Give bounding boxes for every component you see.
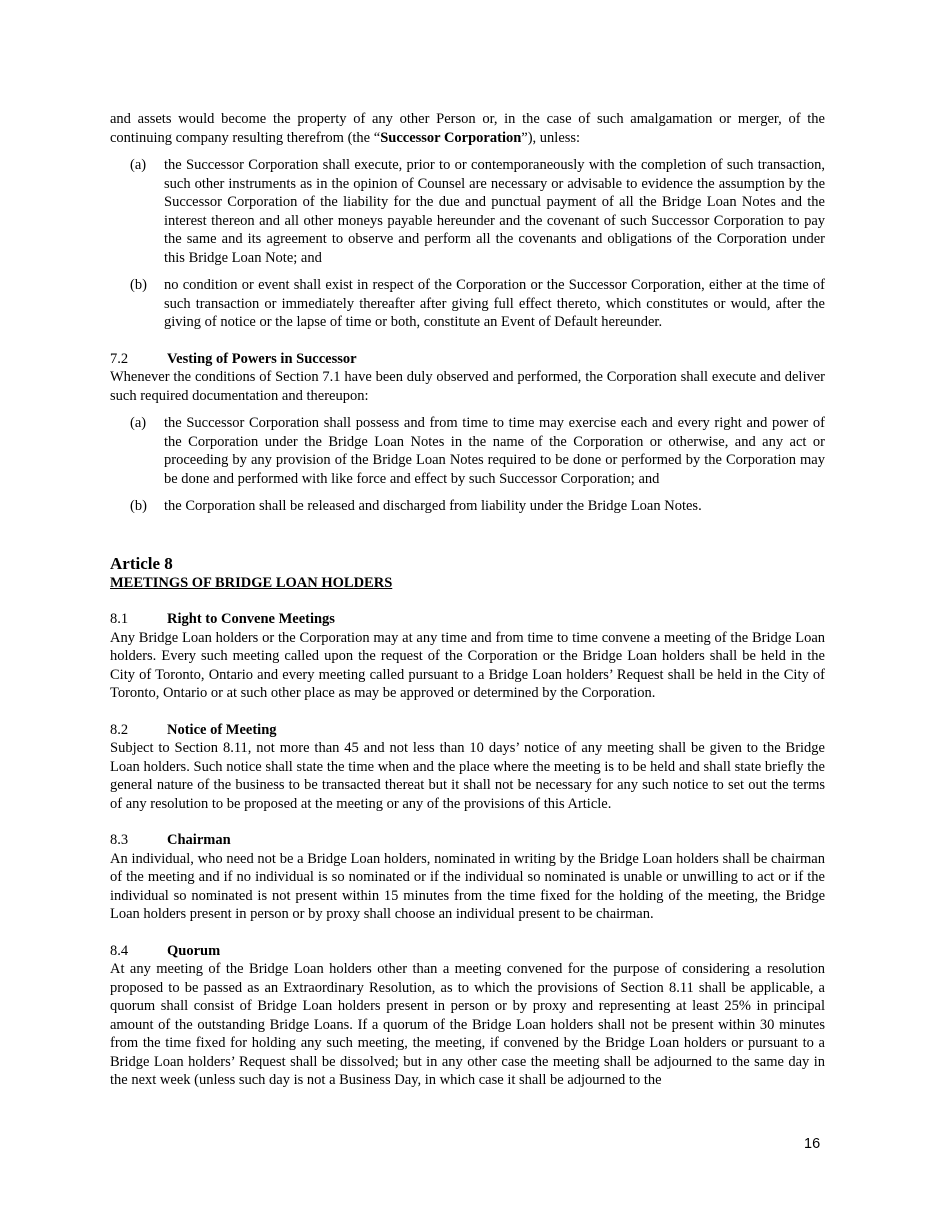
section-number: 7.2 <box>110 350 129 367</box>
section-heading-8-4 <box>110 942 825 961</box>
intro-text: and assets would become the property of any other Person or, in the case of such amalgamation or merger, of the continuing company resulting therefrom (the “ <box>110 111 825 146</box>
list-item-text: the Successor Corporation shall execute, prior to or contemporaneously with the completion of such transaction, such other instruments as in the opinion of Counsel are necessary or advisable to evidence the assumption by the Successor Corporation of the liability for the due and punctual payment of all the Bridge Loan Notes and the interest thereon and all other moneys payable hereunder and the covenant of such Successor Corporation to pay the same and its agreement to observe and perform all the covenants and obligations of the Corporation under this Bridge Loan Note; and <box>164 157 825 266</box>
section-number: 8.2 <box>110 721 129 738</box>
section-body: At any meeting of the Bridge Loan holders other than a meeting convened for the purpose of considering a resolution proposed to be passed as an Extraordinary Resolution, as to which the provisions of Section 8.11 shall be applicable, a quorum shall consist of Bridge Loan holders present in person or by proxy and representing at least 25% in principal amount of the outstanding Bridge Loans. If a quorum of the Bridge Loan holders shall not be present within 30 minutes from the time fixed for holding any such meeting, the meeting, if convened by the Bridge Loan holders or pursuant to a Bridge Loan holders’ Request shall be dissolved; but in any other case the meeting shall be adjourned to the same day in the next week (unless such day is not a Business Day, in which case it shall be adjourned to the <box>110 961 825 1088</box>
list-item <box>110 497 825 516</box>
page-number: 16 <box>804 1136 821 1152</box>
section-title: Chairman <box>167 832 231 848</box>
section-number: 8.1 <box>110 611 129 627</box>
section-body: Subject to Section 8.11, not more than 45 and not less than 10 days’ notice of any meeting shall be given to the Bridge Loan holders. Such notice shall state the time when and the place where the meeting is to be held and shall state briefly the general nature of the business to be transacted thereat but it shall not be necessary for any such notice to set out the terms of any resolution to be proposed at the meeting or any of the provisions of this Article. <box>110 740 825 812</box>
article-title: Article 8 <box>110 553 173 573</box>
list-item <box>110 156 825 267</box>
section-heading-7-2 <box>110 350 825 369</box>
defined-term: Successor Corporation <box>380 129 522 146</box>
list-item-text: the Corporation shall be released and discharged from liability under the Bridge Loan Notes. <box>164 498 702 514</box>
section-number: 8.4 <box>110 942 129 959</box>
section-title: Vesting of Powers in Successor <box>167 350 357 367</box>
document-page <box>110 110 825 1090</box>
section-title: Right to Convene Meetings <box>167 611 335 627</box>
list-item-text: the Successor Corporation shall possess and from time to time may exercise each and every right and power of the Corporation under the Bridge Loan Notes in the name of the Corporation or otherwise, and any act or proceeding by any provision of the Bridge Loan Notes required to be done or performed by the Corporation may be done and performed with like force and effect by such Successor Corporation; and <box>164 415 825 487</box>
list-item-text: no condition or event shall exist in respect of the Corporation or the Successor Corporation, either at the time of such transaction or immediately thereafter after giving full effect thereto, which constitutes or would, after the giving of notice or the lapse of time or both, constitute an Event of Default hereunder. <box>164 277 825 330</box>
section-heading-8-3 <box>110 831 825 850</box>
section-title: Quorum <box>167 942 221 959</box>
intro-paragraph <box>110 110 825 147</box>
list-item-label: (b) <box>130 498 147 514</box>
list-item-label: (a) <box>130 415 147 431</box>
list-item <box>110 414 825 488</box>
article-subtitle: MEETINGS OF BRIDGE LOAN HOLDERS <box>110 574 393 591</box>
section-title: Notice of Meeting <box>167 721 277 738</box>
section-heading-8-2 <box>110 721 825 740</box>
section-number: 8.3 <box>110 832 129 848</box>
section-heading-8-1 <box>110 610 825 629</box>
list-item-label: (b) <box>130 277 147 293</box>
section-body: Any Bridge Loan holders or the Corporation may at any time and from time to time convene a meeting of the Bridge Loan holders. Every such meeting called upon the request of the Corporation or the Bridge Loan holders shall be held in the City of Toronto, Ontario and every meeting called pursuant to a Bridge Loan holders’ Request shall be held in the City of Toronto, Ontario or at such other place as may be approved or determined by the Corporation. <box>110 629 825 701</box>
list-item-label: (a) <box>130 157 147 173</box>
section-body: An individual, who need not be a Bridge Loan holders, nominated in writing by the Bridge Loan holders shall be chairman of the meeting and if no individual is so nominated or if the individual so nominated is unable or unwilling to act or if the individual so nominated is not present within 15 minutes from the time fixed for the holding of the meeting, the Bridge Loan holders present in person or by proxy shall choose an individual present to be chairman. <box>110 850 825 922</box>
list-item <box>110 276 825 332</box>
intro-text-end: ”), unless: <box>521 129 581 146</box>
section-body: Whenever the conditions of Section 7.1 have been duly observed and performed, the Corporation shall execute and deliver such required documentation and thereupon: <box>110 369 825 404</box>
